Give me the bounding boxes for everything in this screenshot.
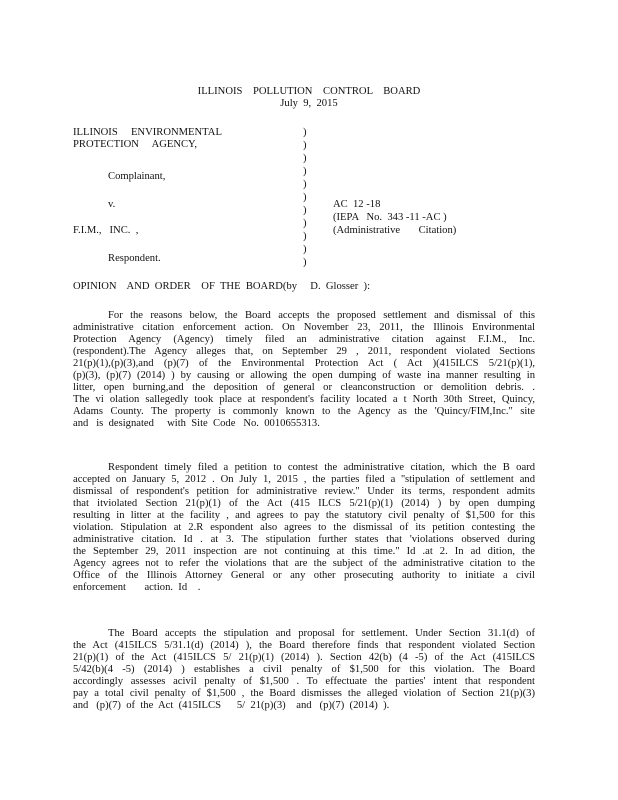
body-line: accepted on January 5, 2012 . On July 1, 2015 , the parties filed a ''stipulation of settlement and — [73, 474, 535, 485]
body-line: The Board accepts the stipulation and proposal for settlement. Under Section 31.1(d) of — [108, 628, 535, 639]
caption-paren: ) — [303, 166, 307, 177]
case-type: (Administrative Citation) — [333, 225, 457, 236]
body-line: and is designated with Site Code No. 0010655313. — [73, 418, 320, 429]
complainant-name-line1: ILLINOIS ENVIRONMENTAL — [73, 127, 222, 138]
body-line: 21(p)(1),(p)(3),and (p)(7) of the Environmental Protection Act ( Act )(415ILCS 5/21(p)(1), — [73, 358, 535, 369]
body-line: administrative citation enforcement action. On November 23, 2011, the Illinois Environmental — [73, 322, 535, 333]
caption-paren: ) — [303, 231, 307, 242]
respondent-label: Respondent. — [108, 253, 161, 264]
caption-paren: ) — [303, 257, 307, 268]
body-line: enforcement action. Id . — [73, 582, 201, 593]
body-line: dismissal of respondent's petition for administrative review." Under its terms, respondent admits — [73, 486, 535, 497]
iepa-number: (IEPA No. 343 -11 -AC ) — [333, 212, 447, 223]
board-title: ILLINOIS POLLUTION CONTROL BOARD — [197, 86, 421, 97]
body-line: For the reasons below, the Board accepts the proposed settlement and dismissal of this — [108, 310, 535, 321]
decision-date: July 9, 2015 — [280, 98, 338, 109]
body-line: Respondent timely filed a petition to contest the administrative citation, which the B oard — [108, 462, 535, 473]
body-line: (respondent).The Agency alleges that, on September 29 , 2011, respondent violated Sections — [73, 346, 535, 357]
body-line: litter, open burning,and the deposition of general or cleanconstruction or demolition debris. . — [73, 382, 535, 393]
caption-paren: ) — [303, 127, 307, 138]
body-line: Protection Agency (Agency) timely filed an administrative citation against F.I.M., Inc. — [73, 334, 535, 345]
caption-paren: ) — [303, 153, 307, 164]
caption-paren: ) — [303, 244, 307, 255]
respondent-name: F.I.M., INC. , — [73, 225, 139, 236]
complainant-label: Complainant, — [108, 171, 166, 182]
body-line: (p)(3), (p)(7) (2014) ) by causing or allowing the open dumping of waste ina manner resulting in — [73, 370, 535, 381]
caption-paren: ) — [303, 140, 307, 151]
body-line: and (p)(7) of the Act (415ILCS 5/ 21(p)(3) and (p)(7) (2014) ). — [73, 700, 390, 711]
body-line: resulting in litter at the facility , and agrees to pay the statutory civil penalty of $1,500 for this — [73, 510, 535, 521]
body-line: The vi olation sallegedly took place at respondent's facility located a t North 30th Street, Quincy, — [73, 394, 535, 405]
body-line: Agency agrees not to refer the violations that are the subject of the administrative citation to the — [73, 558, 535, 569]
body-line: that itviolated Section 21(p)(1) of the Act (415 ILCS 5/21(p)(1) (2014) ) by open dumping — [73, 498, 535, 509]
body-line: the Act (415ILCS 5/31.1(d) (2014) ), the Board therefore finds that respondent violated Section — [73, 640, 535, 651]
opinion-heading: OPINION AND ORDER OF THE BOARD(by D. Glosser ): — [73, 281, 371, 292]
body-line: violation. Stipulation at 2.R espondent also agrees to the dismissal of its petition contesting the — [73, 522, 535, 533]
body-line: accordingly assesses acivil penalty of $1,500 . To effectuate the parties' intent that respondent — [73, 676, 535, 687]
caption-paren: ) — [303, 192, 307, 203]
docket-number: AC 12 -18 — [333, 199, 381, 210]
caption-paren: ) — [303, 179, 307, 190]
versus-label: v. — [108, 199, 116, 210]
body-line: Adams County. The property is commonly known to the Agency as the 'Quincy/FIM,Inc." site — [73, 406, 535, 417]
complainant-name-line2: PROTECTION AGENCY, — [73, 139, 197, 150]
caption-paren: ) — [303, 218, 307, 229]
body-line: Office of the Illinois Attorney General or any other prosecuting authority to initiate a civil — [73, 570, 535, 581]
body-line: 21(p)(1) of the Act (415ILCS 5/ 21(p)(1) (2014) ). Section 42(b) (4 -5) of the Act (415ILCS — [73, 652, 535, 663]
caption-paren: ) — [303, 205, 307, 216]
body-line: 5/42(b)(4 -5) (2014) ) establishes a civil penalty of $1,500 for this violation. The Board — [73, 664, 535, 675]
body-line: pay a total civil penalty of $1,500 , the Board dismisses the alleged violation of Section 21(p)(3) — [73, 688, 535, 699]
body-line: administrative citation. Id . at 3. The stipulation further states that 'violations observed during — [73, 534, 535, 545]
body-line: the September 29, 2011 inspection are not continuing at this time." Id .at 2. In ad dition, the — [73, 546, 535, 557]
